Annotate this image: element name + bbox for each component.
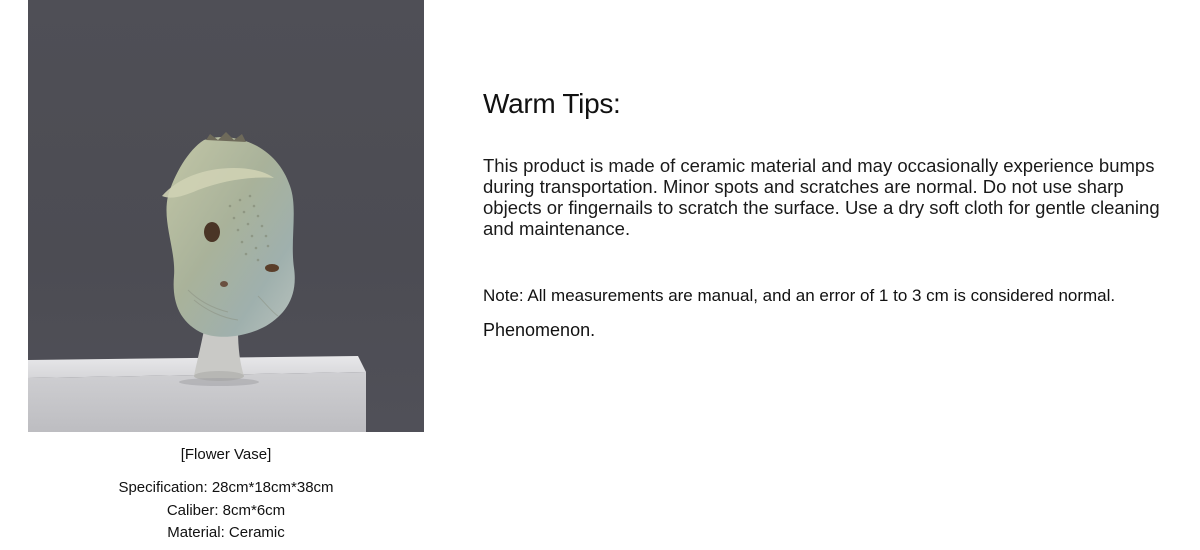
product-specification: Specification: 28cm*18cm*38cm	[118, 479, 334, 496]
warm-tips-section	[483, 84, 1183, 341]
vase-illustration	[28, 0, 424, 432]
product-name: [Flower Vase]	[180, 446, 272, 463]
measurement-note: Note: All measurements are manual, and an error of 1 to 3 cm is considered normal.	[483, 286, 1116, 305]
product-photo	[28, 0, 424, 432]
product-caliber: Caliber: 8cm*6cm	[166, 501, 286, 519]
product-caption	[28, 442, 424, 545]
warm-tips-title: Warm Tips:	[483, 88, 621, 119]
vase-body	[166, 137, 294, 337]
warm-tips-body: This product is made of ceramic material and may occasionally experience bumps during transportation. Minor spots and scratches are normal. Do not use sharp objects or fingernails to scratch the surface. Use a dry soft cloth for gentle cleaning and maintenance.	[483, 155, 1160, 239]
phenomenon-text: Phenomenon.	[483, 320, 596, 340]
product-material: Material: Ceramic	[167, 524, 285, 541]
